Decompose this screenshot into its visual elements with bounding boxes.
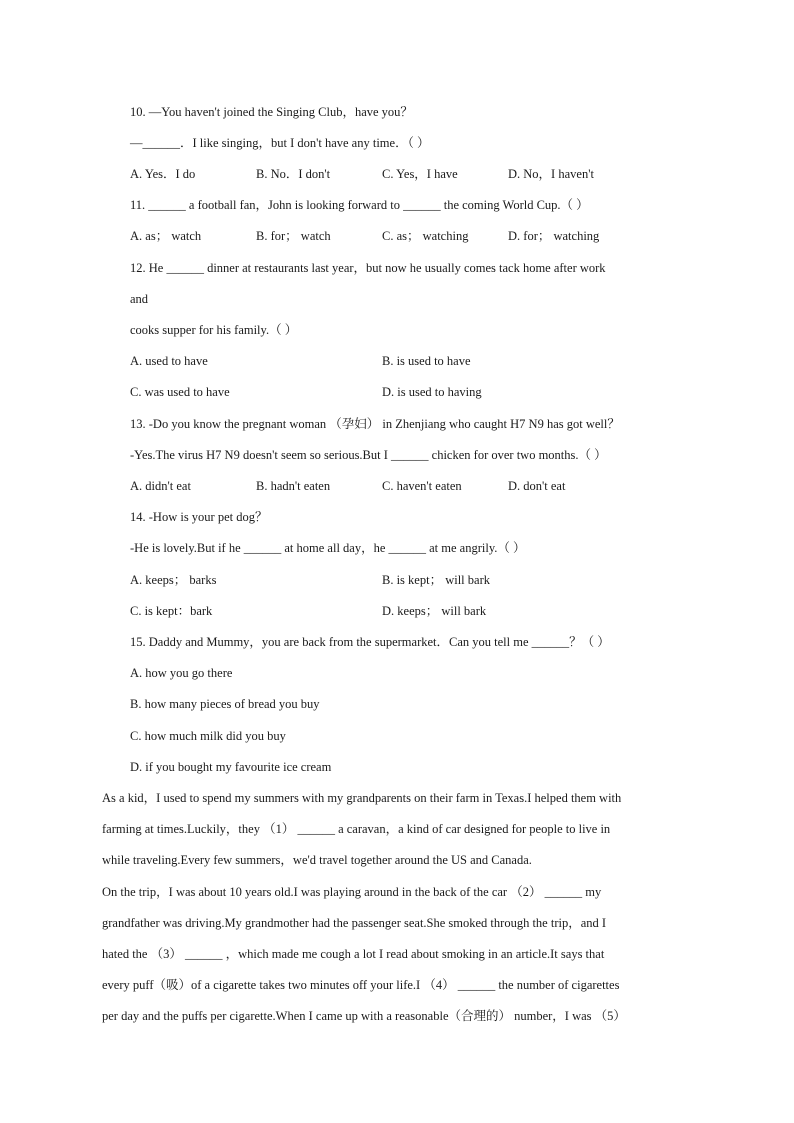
- question-15-stem-line-1: 15. Daddy and Mummy，you are back from the supermarket．Can you tell me ______？（ ）: [130, 635, 610, 649]
- question-14-option-c: C. is kept：bark: [130, 604, 213, 618]
- question-10-option-a: A. Yes．I do: [130, 167, 196, 181]
- question-15-option-b: B. how many pieces of bread you buy: [130, 697, 320, 711]
- question-11-option-b: B. for； watch: [256, 229, 331, 243]
- passage-line-8: per day and the puffs per cigarette.When I came up with a reasonable（合理的） number，I was （5）: [102, 1009, 626, 1023]
- question-12-stem-line-3: cooks supper for his family.（ ）: [130, 323, 298, 337]
- passage-line-5: grandfather was driving.My grandmother had the passenger seat.She smoked through the trip，and I: [102, 916, 607, 930]
- question-13-option-c: C. haven't eaten: [382, 479, 462, 493]
- question-15-option-d: D. if you bought my favourite ice cream: [130, 760, 332, 774]
- question-15-option-a: A. how you go there: [130, 666, 233, 680]
- question-14-stem-line-2: -He is lovely.But if he ______ at home all day，he ______ at me angrily.（ ）: [130, 541, 526, 555]
- question-14-stem-line-1: 14. -How is your pet dog？: [130, 510, 268, 524]
- question-13-option-d: D. don't eat: [508, 479, 566, 493]
- question-10-stem-line-2: —______．I like singing，but I don't have any time．（ ）: [130, 136, 430, 150]
- passage-line-7: every puff（吸）of a cigarette takes two minutes off your life.I （4） ______ the number of cigarettes: [102, 978, 620, 992]
- question-13-option-b: B. hadn't eaten: [256, 479, 331, 493]
- passage-line-6: hated the （3） ______ ，which made me cough a lot I read about smoking in an article.It says that: [102, 947, 605, 961]
- question-10-option-d: D. No，I haven't: [508, 167, 594, 181]
- question-10-option-c: C. Yes，I have: [382, 167, 458, 181]
- question-12-option-b: B. is used to have: [382, 354, 471, 368]
- question-11-option-d: D. for； watching: [508, 229, 600, 243]
- passage-line-2: farming at times.Luckily，they （1） ______ a caravan，a kind of car designed for people to live in: [102, 822, 611, 836]
- question-13-stem-line-1: 13. -Do you know the pregnant woman （孕妇） in Zhenjiang who caught H7 N9 has got well？: [130, 417, 620, 431]
- question-13-option-a: A. didn't eat: [130, 479, 191, 493]
- question-12-option-a: A. used to have: [130, 354, 208, 368]
- passage-line-4: On the trip，I was about 10 years old.I was playing around in the back of the car （2） ______ my: [102, 885, 602, 899]
- question-13-stem-line-2: -Yes.The virus H7 N9 doesn't seem so serious.But I ______ chicken for over two months.（ ）: [130, 448, 607, 462]
- question-15-option-c: C. how much milk did you buy: [130, 729, 286, 743]
- question-14-option-a: A. keeps； barks: [130, 573, 217, 587]
- question-14-option-b: B. is kept； will bark: [382, 573, 490, 587]
- question-10-option-b: B. No．I don't: [256, 167, 331, 181]
- question-12-option-c: C. was used to have: [130, 385, 230, 399]
- passage-line-3: while traveling.Every few summers，we'd travel together around the US and Canada.: [102, 853, 532, 867]
- question-12-option-d: D. is used to having: [382, 385, 482, 399]
- question-11-stem-line-1: 11. ______ a football fan，John is looking forward to ______ the coming World Cup.（ ）: [130, 198, 589, 212]
- question-12-stem-line-2: and: [130, 292, 149, 306]
- question-14-option-d: D. keeps； will bark: [382, 604, 487, 618]
- question-11-option-c: C. as； watching: [382, 229, 469, 243]
- question-12-stem-line-1: 12. He ______ dinner at restaurants last year，but now he usually comes tack home after work: [130, 261, 606, 275]
- passage-line-1: As a kid，I used to spend my summers with my grandparents on their farm in Texas.I helped them with: [102, 791, 622, 805]
- question-10-stem-line-1: 10. —You haven't joined the Singing Club，have you？: [130, 105, 413, 119]
- question-11-option-a: A. as； watch: [130, 229, 202, 243]
